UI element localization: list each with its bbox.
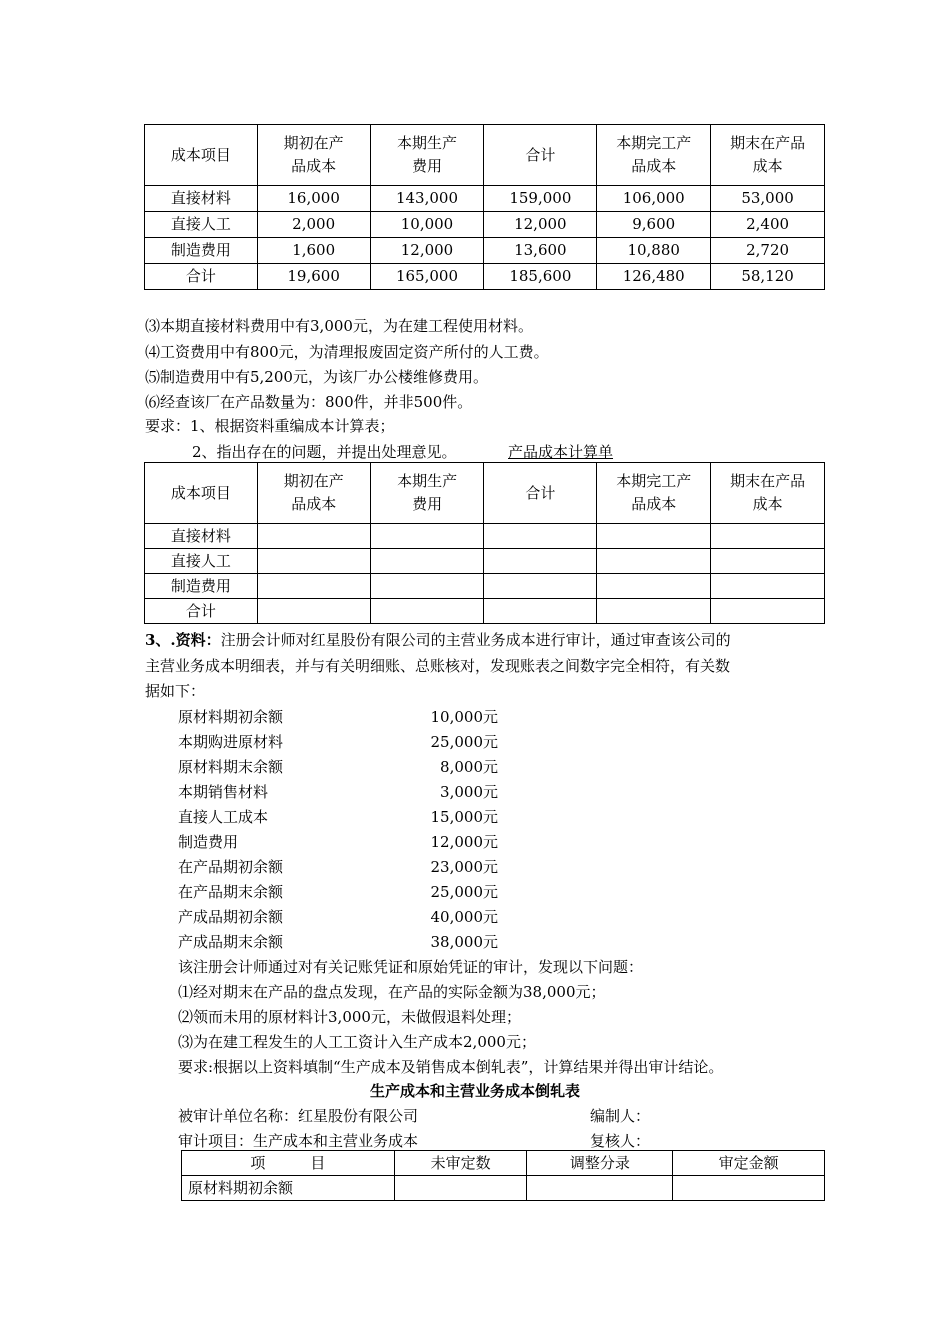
table-cell: 12,000 [370,238,484,264]
header-cell: 未审定数 [394,1151,527,1176]
header-text: 期末在产品 成本 [730,134,806,175]
empty-cell [257,574,370,599]
header-cell: 成本项目 [145,463,258,524]
table-cell: 58,120 [711,264,825,290]
table-cell: 直接材料 [145,186,258,212]
reconciliation-table [181,1150,825,1201]
note-line: ⑸制造费用中有5,200元，为该厂办公楼维修费用。 [145,368,488,386]
note-line: ⑹经查该厂在产品数量为：800件，并非500件。 [145,393,473,411]
table-header-row [182,1151,825,1176]
table-cell: 165,000 [370,264,484,290]
table-cell: 126,480 [597,264,711,290]
table-row [182,1176,825,1201]
item-label: 制造费用 [178,833,239,851]
requirement-line-2: 2、指出存在的问题，并提出处理意见。 [192,443,457,461]
table-header-row [145,125,825,186]
table-cell: 原材料期初余额 [182,1176,395,1201]
table-cell: 106,000 [597,186,711,212]
finding-line: ⑶为在建工程发生的人工工资计入生产成本2,000元； [178,1033,536,1051]
section3-line-2: 主营业务成本明细表，并与有关明细账、总账核对，发现账表之间数字完全相符，有关数 [145,657,731,675]
header-cell [370,463,484,524]
header-cell: 合计 [484,463,597,524]
empty-cell [527,1176,673,1201]
note-line: ⑶本期直接材料费用中有3,000元，为在建工程使用材料。 [145,317,533,335]
header-text: 本期生产 费用 [396,134,457,175]
findings-intro: 该注册会计师通过对有关记账凭证和原始凭证的审计，发现以下问题： [178,958,644,976]
empty-cell [394,1176,527,1201]
empty-cell [597,574,711,599]
table-row [145,186,825,212]
table2-title: 产品成本计算单 [508,443,614,461]
table-cell: 185,600 [484,264,597,290]
empty-cell [673,1176,825,1201]
requirement-line-3: 要求:根据以上资料填制“生产成本及销售成本倒轧表”，计算结果并得出审计结论。 [178,1058,724,1076]
table-cell: 159,000 [484,186,597,212]
table-cell: 53,000 [711,186,825,212]
item-amount: 15,000元 [430,808,498,826]
table-cell: 合计 [145,599,258,624]
table-row [145,599,825,624]
table-cell: 1,600 [257,238,370,264]
table-cell: 19,600 [257,264,370,290]
empty-cell [484,549,597,574]
empty-cell [257,549,370,574]
table-cell: 143,000 [370,186,484,212]
item-label: 在产品期初余额 [178,858,284,876]
empty-cell [597,549,711,574]
item-label: 原材料期末余额 [178,758,284,776]
empty-cell [257,524,370,549]
header-cell: 调整分录 [527,1151,673,1176]
empty-cell [711,574,825,599]
header-cell [597,125,711,186]
item-label: 直接人工成本 [178,808,269,826]
table-cell: 10,880 [597,238,711,264]
table-cell: 2,000 [257,212,370,238]
header-cell [257,463,370,524]
item-amount: 3,000元 [440,783,498,801]
header-cell: 项 目 [182,1151,395,1176]
table-header-row [145,463,825,524]
note-line: ⑷工资费用中有800元，为清理报废固定资产所付的人工费。 [145,343,549,361]
section3-line-3: 据如下： [145,682,206,700]
empty-cell [484,599,597,624]
cost-table-2 [144,462,825,624]
header-cell [597,463,711,524]
finding-line: ⑵领而未用的原材料计3,000元，未做假退料处理； [178,1008,521,1026]
table-cell: 合计 [145,264,258,290]
section3-text: 注册会计师对红星股份有限公司的主营业务成本进行审计，通过审查该公司的 [220,631,731,649]
table3-title: 生产成本和主营业务成本倒轧表 [369,1082,580,1100]
table-cell: 2,400 [711,212,825,238]
table-row [145,264,825,290]
item-label: 原材料期初余额 [178,708,284,726]
item-amount: 38,000元 [430,933,498,951]
cost-table-1 [144,124,825,290]
table-cell: 12,000 [484,212,597,238]
item-amount: 25,000元 [430,733,498,751]
item-label: 在产品期末余额 [178,883,284,901]
empty-cell [597,599,711,624]
empty-cell [711,549,825,574]
header-text: 本期完工产 品成本 [616,472,692,513]
item-amount: 25,000元 [430,883,498,901]
empty-cell [484,574,597,599]
item-amount: 12,000元 [430,833,498,851]
empty-cell [711,599,825,624]
table-cell: 制造费用 [145,238,258,264]
header-cell [711,463,825,524]
header-cell: 合计 [484,125,597,186]
header-text: 期初在产 品成本 [283,134,344,175]
table-row [145,574,825,599]
table-cell: 直接人工 [145,212,258,238]
empty-cell [370,599,484,624]
item-label: 产成品期初余额 [178,908,284,926]
item-amount: 23,000元 [430,858,498,876]
item-label: 本期销售材料 [178,783,269,801]
table-cell: 2,720 [711,238,825,264]
empty-cell [370,574,484,599]
header-cell [370,125,484,186]
audited-unit: 被审计单位名称：红星股份有限公司 [178,1107,419,1125]
item-amount: 10,000元 [430,708,498,726]
finding-line: ⑴经对期末在产品的盘点发现，在产品的实际金额为38,000元； [178,983,606,1001]
item-label: 本期购进原材料 [178,733,284,751]
table-row [145,212,825,238]
audit-project: 审计项目：生产成本和主营业务成本 [178,1132,419,1150]
reviewer-label: 复核人： [590,1132,651,1150]
table-cell: 9,600 [597,212,711,238]
table-row [145,524,825,549]
empty-cell [484,524,597,549]
table-row [145,238,825,264]
header-text: 本期生产 费用 [397,472,458,513]
item-amount: 40,000元 [430,908,498,926]
table-cell: 制造费用 [145,574,258,599]
preparer-label: 编制人： [590,1107,651,1125]
header-text: 本期完工产 品成本 [616,134,692,175]
header-text: 期末在产品 成本 [730,472,806,513]
item-label: 产成品期末余额 [178,933,284,951]
table-cell: 直接材料 [145,524,258,549]
header-cell: 审定金额 [673,1151,825,1176]
empty-cell [370,549,484,574]
table-cell: 16,000 [257,186,370,212]
empty-cell [711,524,825,549]
item-amount: 8,000元 [440,758,498,776]
header-cell [711,125,825,186]
header-cell: 成本项目 [145,125,258,186]
table-cell: 13,600 [484,238,597,264]
header-cell [257,125,370,186]
table-cell: 10,000 [370,212,484,238]
section3-prefix: 3、.资料： [145,631,221,649]
section3-line-1 [145,630,731,650]
empty-cell [257,599,370,624]
empty-cell [597,524,711,549]
requirement-line: 要求：1、根据资料重编成本计算表； [145,417,395,435]
table-cell: 直接人工 [145,549,258,574]
table-row [145,549,825,574]
header-text: 期初在产 品成本 [283,472,344,513]
empty-cell [370,524,484,549]
